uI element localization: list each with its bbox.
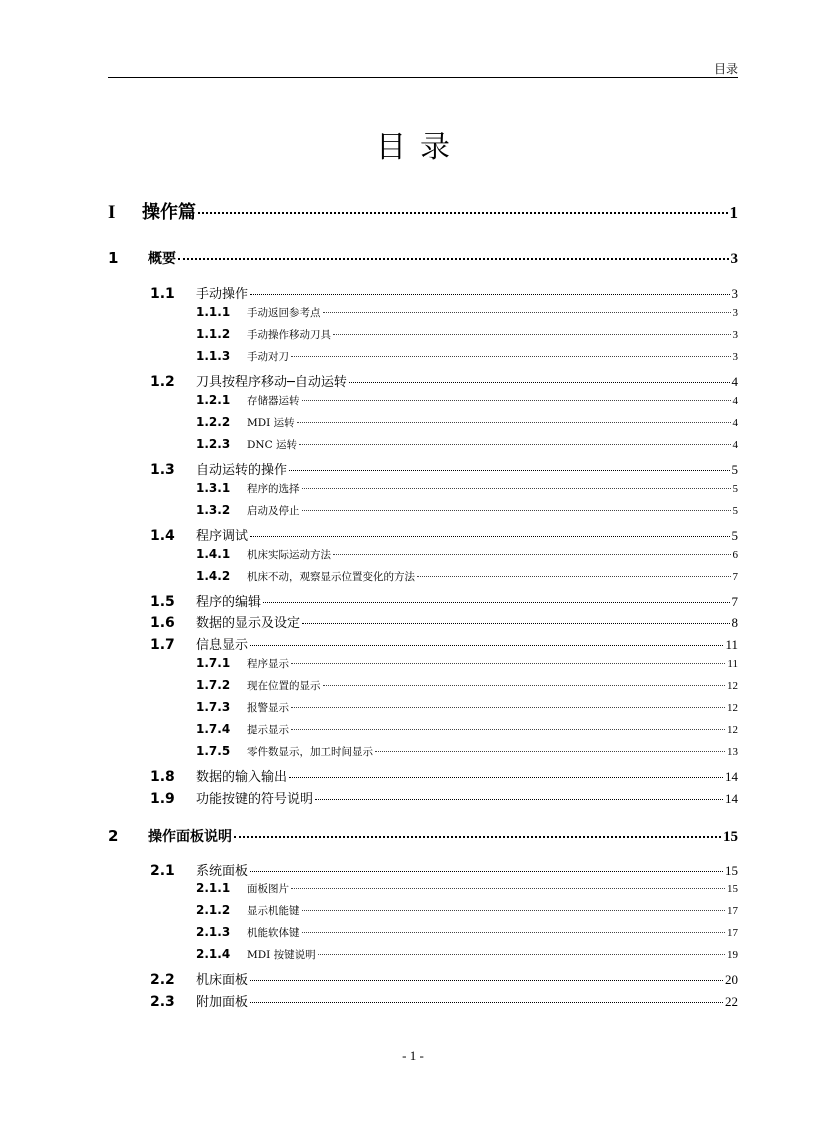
toc-dot-leader: [289, 777, 723, 778]
toc-entry[interactable]: [108, 198, 738, 224]
toc-entry-page: 12: [727, 724, 738, 736]
toc-entry-page: 12: [727, 680, 738, 692]
toc-entry[interactable]: [196, 393, 738, 408]
toc-dot-leader: [318, 954, 725, 955]
toc-entry-number: 1: [108, 249, 119, 267]
toc-entry-page: 3: [732, 307, 738, 319]
toc-entry-number: 1.8: [150, 769, 175, 785]
toc-entry-page: 17: [727, 905, 738, 917]
toc-entry-number: 2.1: [150, 863, 175, 879]
toc-entry[interactable]: [150, 612, 738, 631]
toc-entry[interactable]: [196, 415, 738, 430]
toc-entry-number: 2.1.1: [196, 881, 231, 895]
toc-entry[interactable]: [150, 371, 738, 390]
toc-entry-title: 显示机能键: [247, 905, 300, 917]
toc-entry[interactable]: [196, 481, 738, 496]
toc-entry-page: 17: [727, 927, 738, 939]
toc-entry[interactable]: [150, 591, 738, 610]
toc-entry-number: 1.7.1: [196, 656, 231, 670]
toc-dot-leader: [250, 980, 723, 981]
toc-entry-page: 19: [727, 949, 738, 961]
toc-entry[interactable]: [150, 860, 738, 879]
toc-entry-title: 程序的编辑: [196, 595, 262, 610]
running-header: 目录: [713, 62, 738, 76]
toc-entry[interactable]: [196, 903, 738, 918]
toc-entry-number: 2.3: [150, 994, 175, 1010]
toc-dot-leader: [323, 312, 731, 313]
toc-entry-number: 2.2: [150, 972, 175, 988]
toc-entry[interactable]: [196, 700, 738, 715]
toc-entry-page: 7: [732, 571, 738, 583]
toc-entry-title: 存储器运转: [247, 395, 300, 407]
toc-entry[interactable]: [196, 881, 738, 896]
toc-entry-title: 机床不动，观察显示位置变化的方法: [247, 571, 415, 583]
toc-entry-number: 1.2.1: [196, 393, 231, 407]
toc-entry-title: 附加面板: [196, 995, 249, 1010]
toc-entry-title: 手动操作移动刀具: [247, 329, 331, 341]
toc-entry-number: 1.1: [150, 286, 175, 302]
toc-entry-title: 自动运转的操作: [196, 463, 288, 478]
toc-entry-page: 12: [727, 702, 738, 714]
toc-dot-leader: [302, 400, 731, 401]
page-title: 目录: [376, 130, 464, 165]
toc-entry-title: 手动对刀: [247, 351, 289, 363]
toc-entry-page: 3: [731, 286, 738, 301]
toc-dot-leader: [302, 488, 731, 489]
toc-dot-leader: [302, 910, 726, 911]
toc-entry-number: 2.1.2: [196, 903, 231, 917]
toc-entry[interactable]: [196, 569, 738, 584]
toc-entry[interactable]: [150, 283, 738, 302]
toc-entry[interactable]: [196, 305, 738, 320]
page-number: - 1 -: [402, 1048, 424, 1063]
toc-entry-page: 4: [732, 417, 738, 429]
toc-dot-leader: [302, 932, 726, 933]
toc-entry-title: 功能按键的符号说明: [196, 792, 314, 807]
toc-entry[interactable]: [196, 327, 738, 342]
toc-entry-title: 机床实际运动方法: [247, 549, 331, 561]
toc-entry-number: I: [108, 202, 116, 223]
toc-entry-title: 程序调试: [196, 529, 249, 544]
toc-entry-page: 1: [729, 203, 738, 222]
toc-entry-number: 1.1.2: [196, 327, 231, 341]
toc-entry-page: 15: [725, 863, 738, 878]
toc-entry[interactable]: [196, 722, 738, 737]
toc-entry-page: 11: [727, 658, 738, 670]
toc-entry-number: 1.4: [150, 528, 175, 544]
toc-dot-leader: [333, 554, 731, 555]
toc-entry-number: 1.7: [150, 637, 175, 653]
toc-dot-leader: [250, 1002, 723, 1003]
toc-entry-number: 1.7.4: [196, 722, 231, 736]
toc-entry-title: MDI 按键说明: [247, 949, 316, 961]
toc-entry-title: MDI 运转: [247, 417, 295, 429]
toc-entry-page: 4: [732, 395, 738, 407]
toc-entry-number: 1.3.2: [196, 503, 231, 517]
toc-entry[interactable]: [196, 547, 738, 562]
toc-entry-title: 操作篇: [142, 202, 196, 223]
toc-entry-title: 程序的选择: [247, 483, 300, 495]
toc-entry-number: 1.1.3: [196, 349, 231, 363]
toc-entry[interactable]: [196, 925, 738, 940]
toc-dot-leader: [263, 602, 729, 603]
toc-entry[interactable]: [196, 503, 738, 518]
toc-entry-title: 手动操作: [196, 287, 249, 302]
toc-entry-title: DNC 运转: [247, 439, 297, 451]
toc-entry-page: 11: [725, 637, 738, 652]
toc-entry-number: 2.1.3: [196, 925, 231, 939]
toc-entry-page: 4: [732, 439, 738, 451]
toc-dot-leader: [178, 258, 729, 260]
toc-entry-number: 1.5: [150, 594, 175, 610]
toc-entry-title: 启动及停止: [247, 505, 300, 517]
toc-entry-page: 4: [731, 374, 738, 389]
toc-entry-number: 2.1.4: [196, 947, 231, 961]
toc-entry-title: 机床面板: [196, 973, 249, 988]
toc-entry-title: 刀具按程序移动─自动运转: [196, 375, 347, 390]
toc-entry[interactable]: [150, 525, 738, 544]
toc-dot-leader: [302, 510, 731, 511]
toc-entry-title: 现在位置的显示: [247, 680, 321, 692]
toc-dot-leader: [302, 623, 729, 624]
toc-entry[interactable]: [150, 459, 738, 478]
toc-dot-leader: [333, 334, 731, 335]
toc-entry[interactable]: [108, 248, 738, 268]
toc-entry-title: 程序显示: [247, 658, 289, 670]
toc-entry-page: 14: [725, 791, 738, 806]
toc-entry-number: 1.4.1: [196, 547, 231, 561]
toc-entry[interactable]: [196, 678, 738, 693]
toc-entry[interactable]: [150, 634, 738, 653]
toc-dot-leader: [289, 470, 729, 471]
toc-dot-leader: [349, 382, 730, 383]
toc-entry-page: 13: [727, 746, 738, 758]
toc-entry-number: 1.4.2: [196, 569, 231, 583]
toc-dot-leader: [250, 294, 729, 295]
toc-entry-title: 系统面板: [196, 864, 249, 879]
toc-entry-page: 15: [727, 883, 738, 895]
toc-entry-page: 8: [731, 615, 738, 630]
toc-entry[interactable]: [196, 349, 738, 364]
toc-entry[interactable]: [196, 947, 738, 962]
toc-entry[interactable]: [150, 991, 738, 1010]
toc-dot-leader: [234, 836, 721, 838]
toc-entry-title: 机能软体键: [247, 927, 300, 939]
toc-entry[interactable]: [150, 766, 738, 785]
toc-entry-title: 零件数显示，加工时间显示: [247, 746, 373, 758]
toc-entry[interactable]: [196, 656, 738, 671]
toc-entry-page: 6: [732, 549, 738, 561]
toc-entry-page: 14: [725, 769, 738, 784]
toc-entry-number: 1.2.3: [196, 437, 231, 451]
toc-dot-leader: [250, 536, 729, 537]
toc-entry-number: 1.7.5: [196, 744, 231, 758]
toc-entry-page: 3: [730, 251, 738, 267]
toc-entry-page: 7: [731, 594, 738, 609]
toc-entry-number: 1.1.1: [196, 305, 231, 319]
toc-entry-number: 1.6: [150, 615, 175, 631]
toc-dot-leader: [417, 576, 731, 577]
toc-entry-number: 1.9: [150, 791, 175, 807]
toc-entry-page: 5: [732, 483, 738, 495]
toc-entry-title: 操作面板说明: [148, 829, 232, 845]
toc-dot-leader: [297, 422, 731, 423]
toc-entry-title: 报警显示: [247, 702, 289, 714]
toc-dot-leader: [291, 729, 725, 730]
toc-entry-page: 3: [732, 329, 738, 341]
toc-entry-title: 面板图片: [247, 883, 289, 895]
toc-dot-leader: [291, 663, 725, 664]
toc-entry[interactable]: [108, 826, 738, 846]
toc-entry[interactable]: [196, 744, 738, 759]
toc-entry-title: 数据的输入输出: [196, 770, 288, 785]
toc-entry-page: 5: [732, 505, 738, 517]
toc-dot-leader: [291, 888, 725, 889]
toc-entry-page: 5: [731, 462, 738, 477]
toc-dot-leader: [375, 751, 725, 752]
toc-entry-title: 信息显示: [196, 638, 249, 653]
toc-dot-leader: [291, 356, 731, 357]
toc-dot-leader: [323, 685, 726, 686]
toc-entry-title: 提示显示: [247, 724, 289, 736]
toc-entry-page: 3: [732, 351, 738, 363]
toc-entry-page: 15: [723, 829, 738, 845]
toc-entry-page: 5: [731, 528, 738, 543]
toc-entry-page: 20: [725, 972, 738, 987]
toc-dot-leader: [291, 707, 725, 708]
toc-dot-leader: [250, 645, 723, 646]
toc-entry-title: 概要: [148, 251, 176, 267]
toc-entry[interactable]: [150, 788, 738, 807]
toc-entry-title: 数据的显示及设定: [196, 616, 301, 631]
toc-dot-leader: [299, 444, 731, 445]
toc-entry-number: 1.7.3: [196, 700, 231, 714]
toc-entry-number: 2: [108, 827, 119, 845]
toc-entry-number: 1.2.2: [196, 415, 231, 429]
toc-entry[interactable]: [196, 437, 738, 452]
toc-dot-leader: [315, 799, 723, 800]
toc-dot-leader: [198, 212, 728, 214]
toc-entry-number: 1.3: [150, 462, 175, 478]
toc-entry-title: 手动返回参考点: [247, 307, 321, 319]
header-rule: [108, 77, 738, 78]
toc-dot-leader: [250, 871, 723, 872]
toc-entry-number: 1.7.2: [196, 678, 231, 692]
toc-entry-number: 1.3.1: [196, 481, 231, 495]
toc-entry-page: 22: [725, 994, 738, 1009]
toc-entry[interactable]: [150, 969, 738, 988]
toc-entry-number: 1.2: [150, 374, 175, 390]
